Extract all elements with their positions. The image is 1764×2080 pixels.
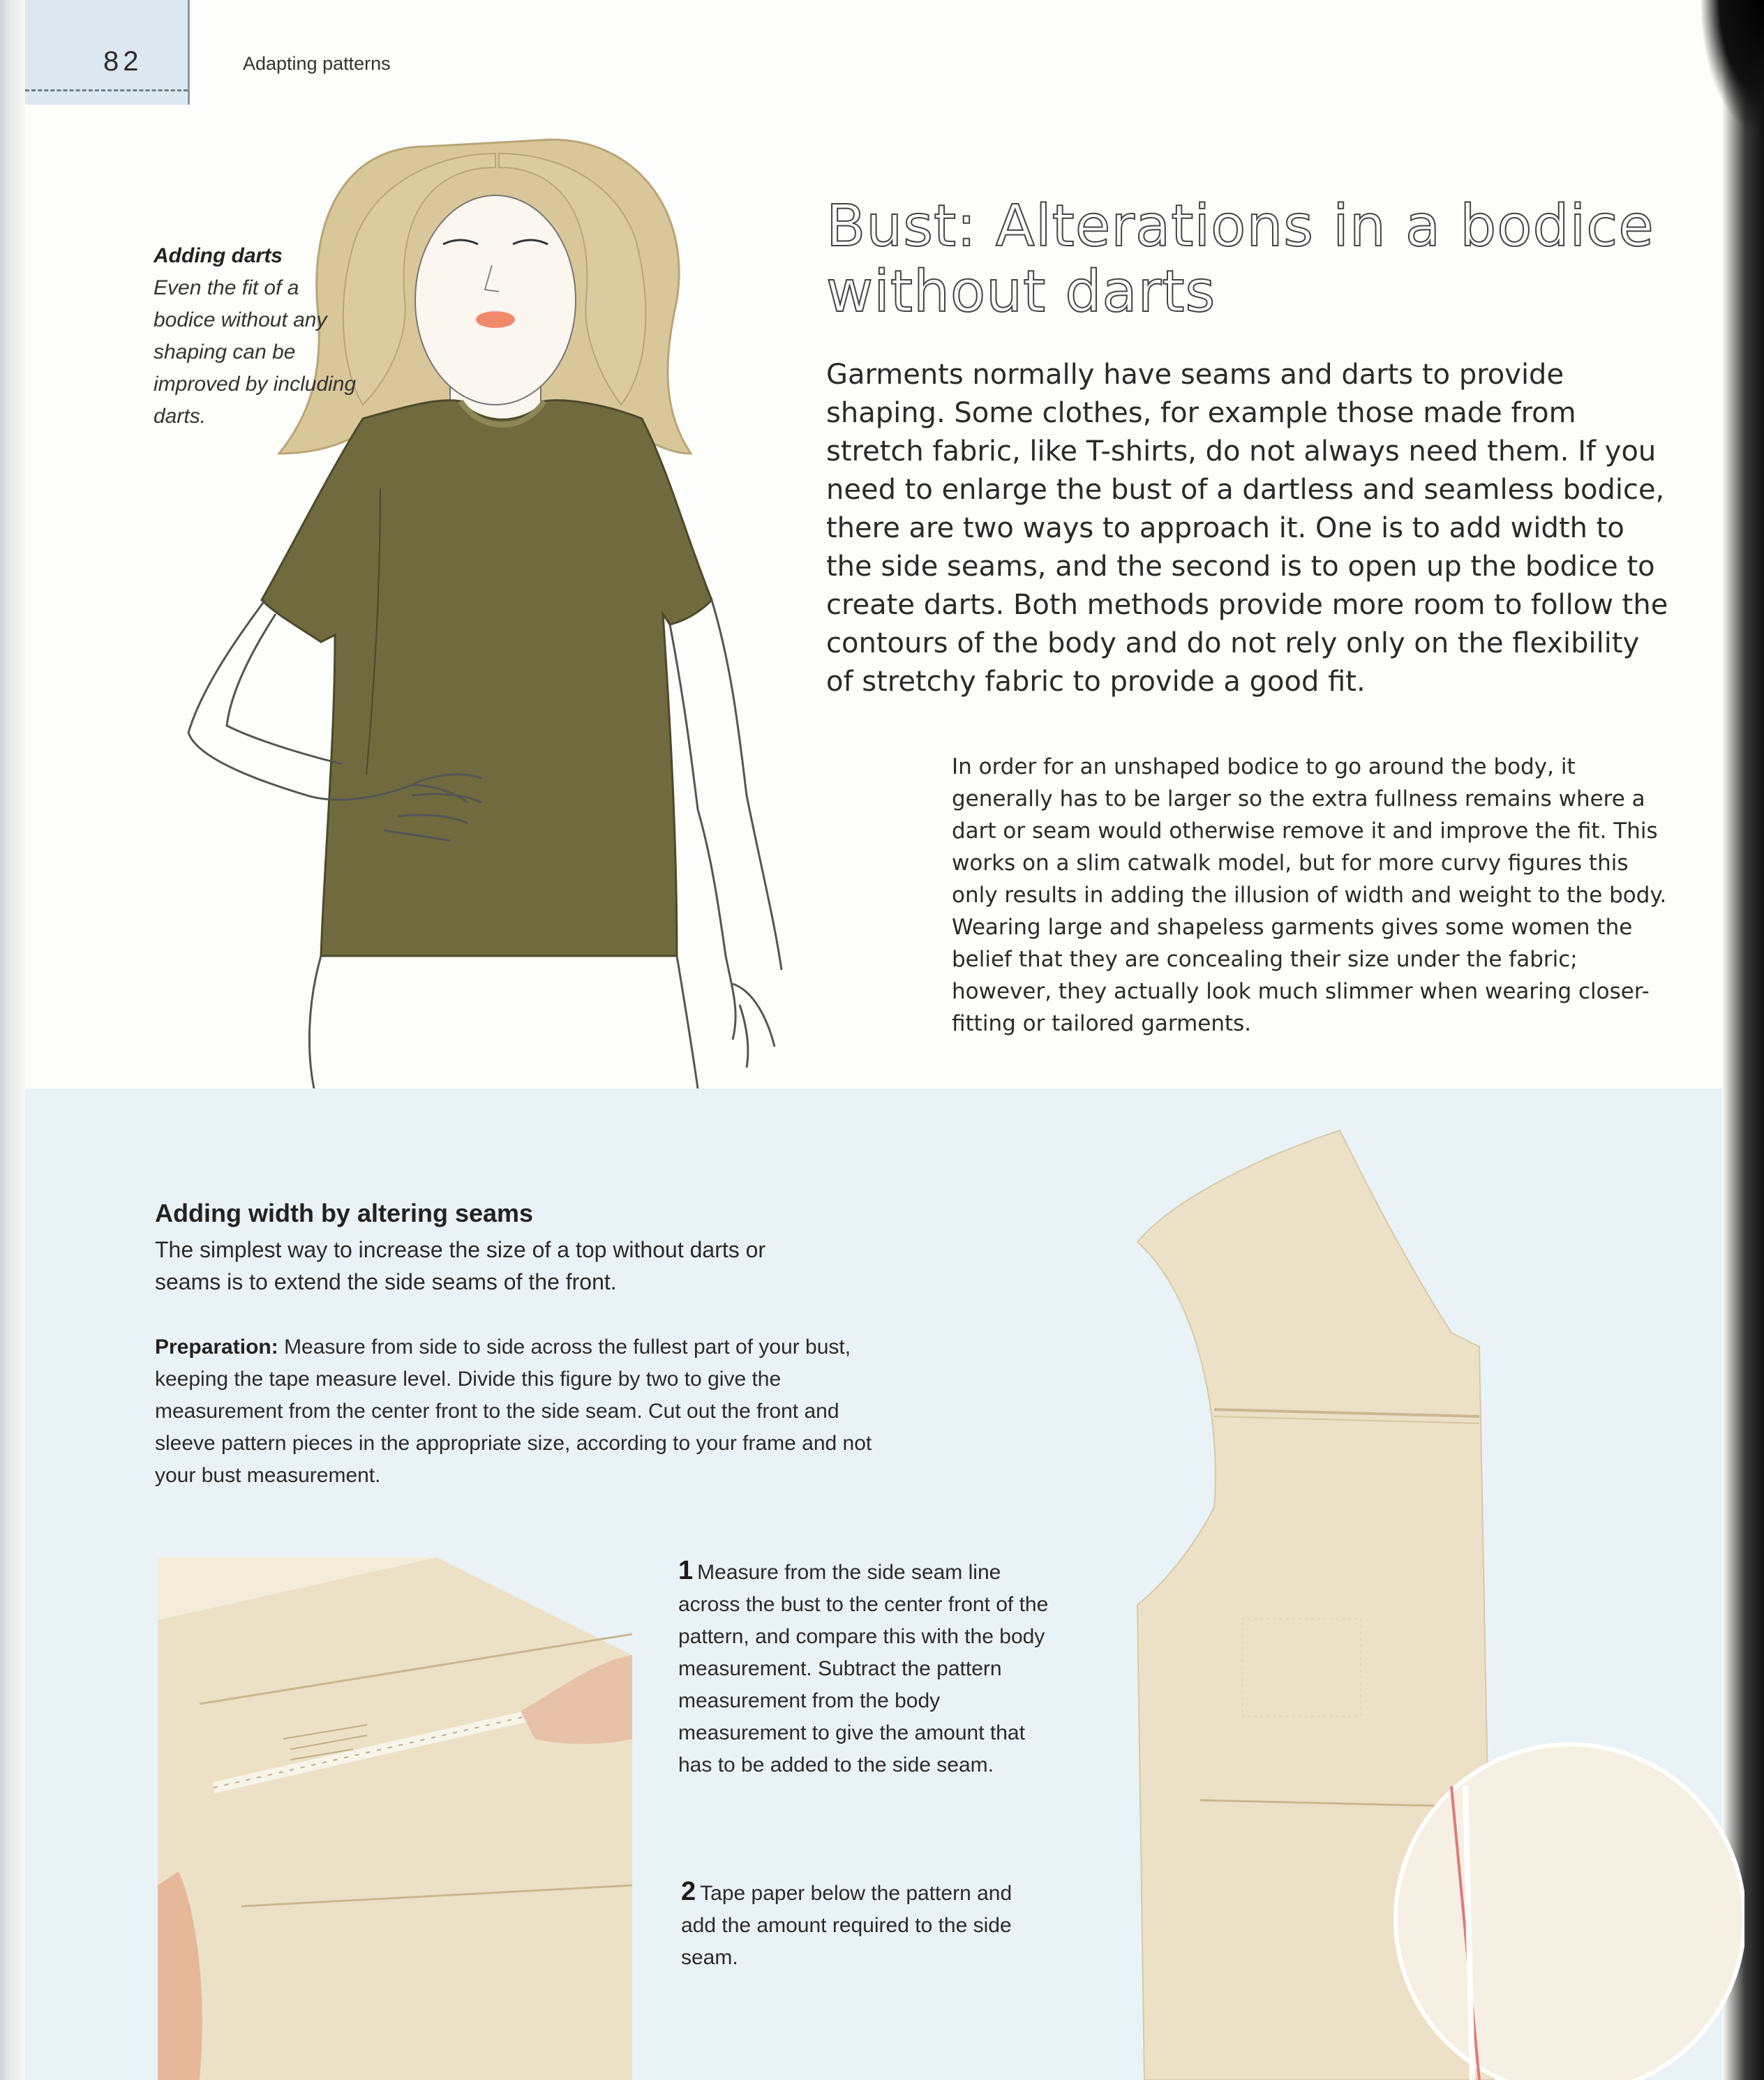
step-2-text: Tape paper below the pattern and add the amount required to the side seam. [681, 1882, 1012, 1969]
page-curl-shadow [1701, 0, 1764, 133]
step-2 [681, 1876, 1044, 1974]
preparation-text: Measure from side to side across the fullest part of your bust, keeping the tape measure level. Divide this figure by two to give the measurement from the center front to the side seam. Cut out the front and sleeve pattern pieces in the appropriate size, according to your frame and not your bust measurement. [155, 1335, 872, 1487]
caption-title: Adding darts [154, 244, 283, 267]
step-1-text: Measure from the side seam line across the bust to the center front of the pattern, and compare this with the body measurement. Subtract the pattern measurement from the body measurement to give the amount that has to be added to the side seam. [678, 1561, 1049, 1776]
step-2-number: 2 [681, 1877, 696, 1906]
book-spine-left [0, 0, 25, 2080]
page-title: Bust: Alterations in a bodice without darts [826, 193, 1654, 325]
bodice-pattern-photo [1116, 1116, 1744, 2080]
intro-paragraph: Garments normally have seams and darts to provide shaping. Some clothes, for example those made from stretch fabric, like T-shirts, do not always need them. If you need to enlarge the bust of a dartless and seamless bodice, there are two ways to approach it. One is to add width to the side seams, and the second is to open up the bodice to create darts. Both methods provide more room to follow the contours of the body and do not rely only on the flexibility of stretchy fabric to provide a good fit. [826, 359, 1668, 698]
step-1 [678, 1555, 1055, 1781]
section-text: The simplest way to increase the size of a top without darts or seams is to extend the side seams of the front. [155, 1237, 766, 1294]
caption-text: Even the fit of a bodice without any shaping can be improved by including darts. [154, 276, 357, 428]
preparation-label: Preparation: [155, 1335, 278, 1359]
preparation-paragraph [155, 1331, 902, 1492]
pattern-measuring-photo [158, 1557, 632, 2080]
page-number: 82 [103, 46, 143, 77]
running-head: Adapting patterns [243, 53, 391, 74]
side-paragraph: In order for an unshaped bodice to go around the body, it generally has to be larger so the extra fullness remains where a dart or seam would otherwise remove it and improve the fit. This works on a slim catwalk model, but for more curvy figures this only results in adding the illusion of width and weight to the body. Wearing large and shapeless garments gives some women the belief that they are concealing their size under the fabric; however, they actually look much slimmer when wearing closer-fitting or tailored garments. [952, 754, 1667, 1036]
step-1-number: 1 [678, 1556, 694, 1585]
section-heading: Adding width by altering seams [155, 1199, 534, 1227]
illustration-caption [154, 240, 363, 433]
